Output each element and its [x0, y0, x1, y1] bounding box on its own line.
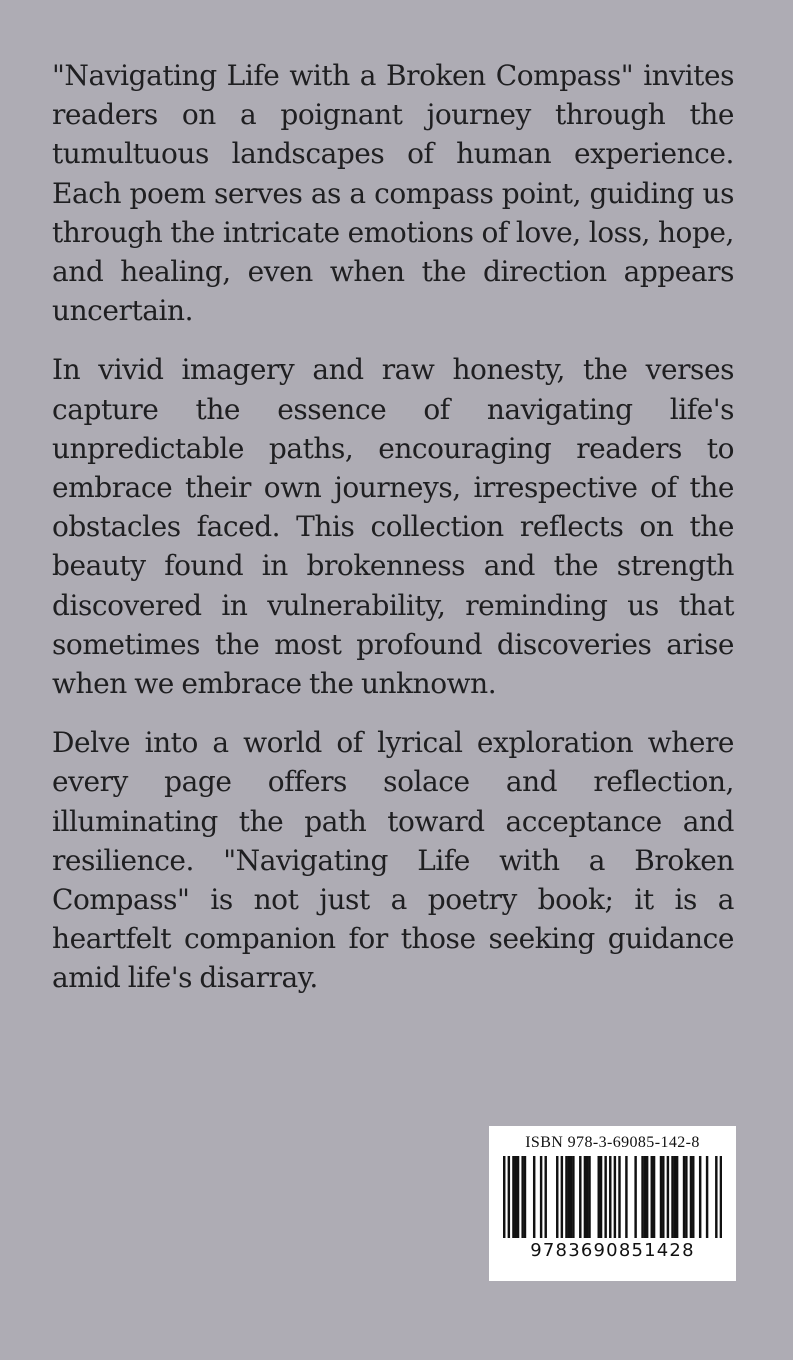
barcode-bar [570, 1156, 572, 1238]
barcode-bar [503, 1156, 505, 1238]
barcode-bar [533, 1156, 535, 1238]
barcode-digits: 9783690851428 [530, 1240, 695, 1261]
barcode-bar [579, 1156, 581, 1238]
barcode-bar [586, 1156, 588, 1238]
barcode-bar [508, 1156, 510, 1238]
blurb-paragraph-2: In vivid imagery and raw honesty, the verses capture the essence of navigating life's unpredictable paths, encouraging readers to embrace their own journeys, irrespective of the obstacles faced. This collection reflects on the beauty found in brokenness and the strength discovered in vulnerability, reminding us that sometimes the most profound discoveries arise when we embrace the unknown. [52, 353, 734, 701]
barcode-bar [598, 1156, 600, 1238]
barcode-bar [660, 1156, 662, 1238]
barcode-bar [641, 1156, 643, 1238]
barcode-bar [565, 1156, 567, 1238]
barcode-bar [604, 1156, 606, 1238]
barcode-bar [544, 1156, 546, 1238]
barcode-bar [556, 1156, 558, 1238]
barcode-bar [568, 1156, 570, 1238]
barcode-bar [521, 1156, 523, 1238]
blurb-paragraph-1: "Navigating Life with a Broken Compass" invites readers on a poignant journey through the tumultuous landscapes of human experience. Each poem serves as a compass point, guiding us through the intricate emotions of love, loss, hope, and healing, even when the direction appears uncertain. [52, 59, 734, 328]
barcode-bars [503, 1156, 722, 1238]
barcode-bar [634, 1156, 636, 1238]
barcode-bar [609, 1156, 611, 1238]
barcode-bar [671, 1156, 673, 1238]
barcode-bar [561, 1156, 563, 1238]
barcode-bar [683, 1156, 685, 1238]
barcode-bar [524, 1156, 526, 1238]
barcode-bar [512, 1156, 514, 1238]
barcode-bar [699, 1156, 701, 1238]
barcode-bar [625, 1156, 627, 1238]
barcode-bar [692, 1156, 694, 1238]
barcode-bar [715, 1156, 717, 1238]
barcode-bar [653, 1156, 655, 1238]
isbn-label: ISBN 978-3-69085-142-8 [525, 1134, 700, 1151]
barcode-bar [614, 1156, 616, 1238]
barcode-bar [588, 1156, 590, 1238]
barcode-bar [690, 1156, 692, 1238]
barcode-bar [540, 1156, 542, 1238]
barcode-bar [720, 1156, 722, 1238]
barcode-bar [515, 1156, 517, 1238]
barcode-bar [646, 1156, 648, 1238]
barcode-bar [676, 1156, 678, 1238]
blurb-text [52, 56, 734, 1018]
barcode-bar [651, 1156, 653, 1238]
isbn-barcode-box [489, 1126, 736, 1281]
barcode-bar [517, 1156, 519, 1238]
barcode-bar [644, 1156, 646, 1238]
barcode-bar [685, 1156, 687, 1238]
barcode-bar [667, 1156, 669, 1238]
barcode-bar [662, 1156, 664, 1238]
barcode-bar [706, 1156, 708, 1238]
barcode-bar [584, 1156, 586, 1238]
blurb-paragraph-3: Delve into a world of lyrical exploration where every page offers solace and reflection, illuminating the path toward acceptance and resilience. "Navigating Life with a Broken Compass" is not just a poetry book; it is a heartfelt companion for those seeking guidance amid life's disarray. [52, 726, 734, 995]
barcode-bar [618, 1156, 620, 1238]
barcode-bar [600, 1156, 602, 1238]
barcode-bar [674, 1156, 676, 1238]
barcode-bar [572, 1156, 574, 1238]
